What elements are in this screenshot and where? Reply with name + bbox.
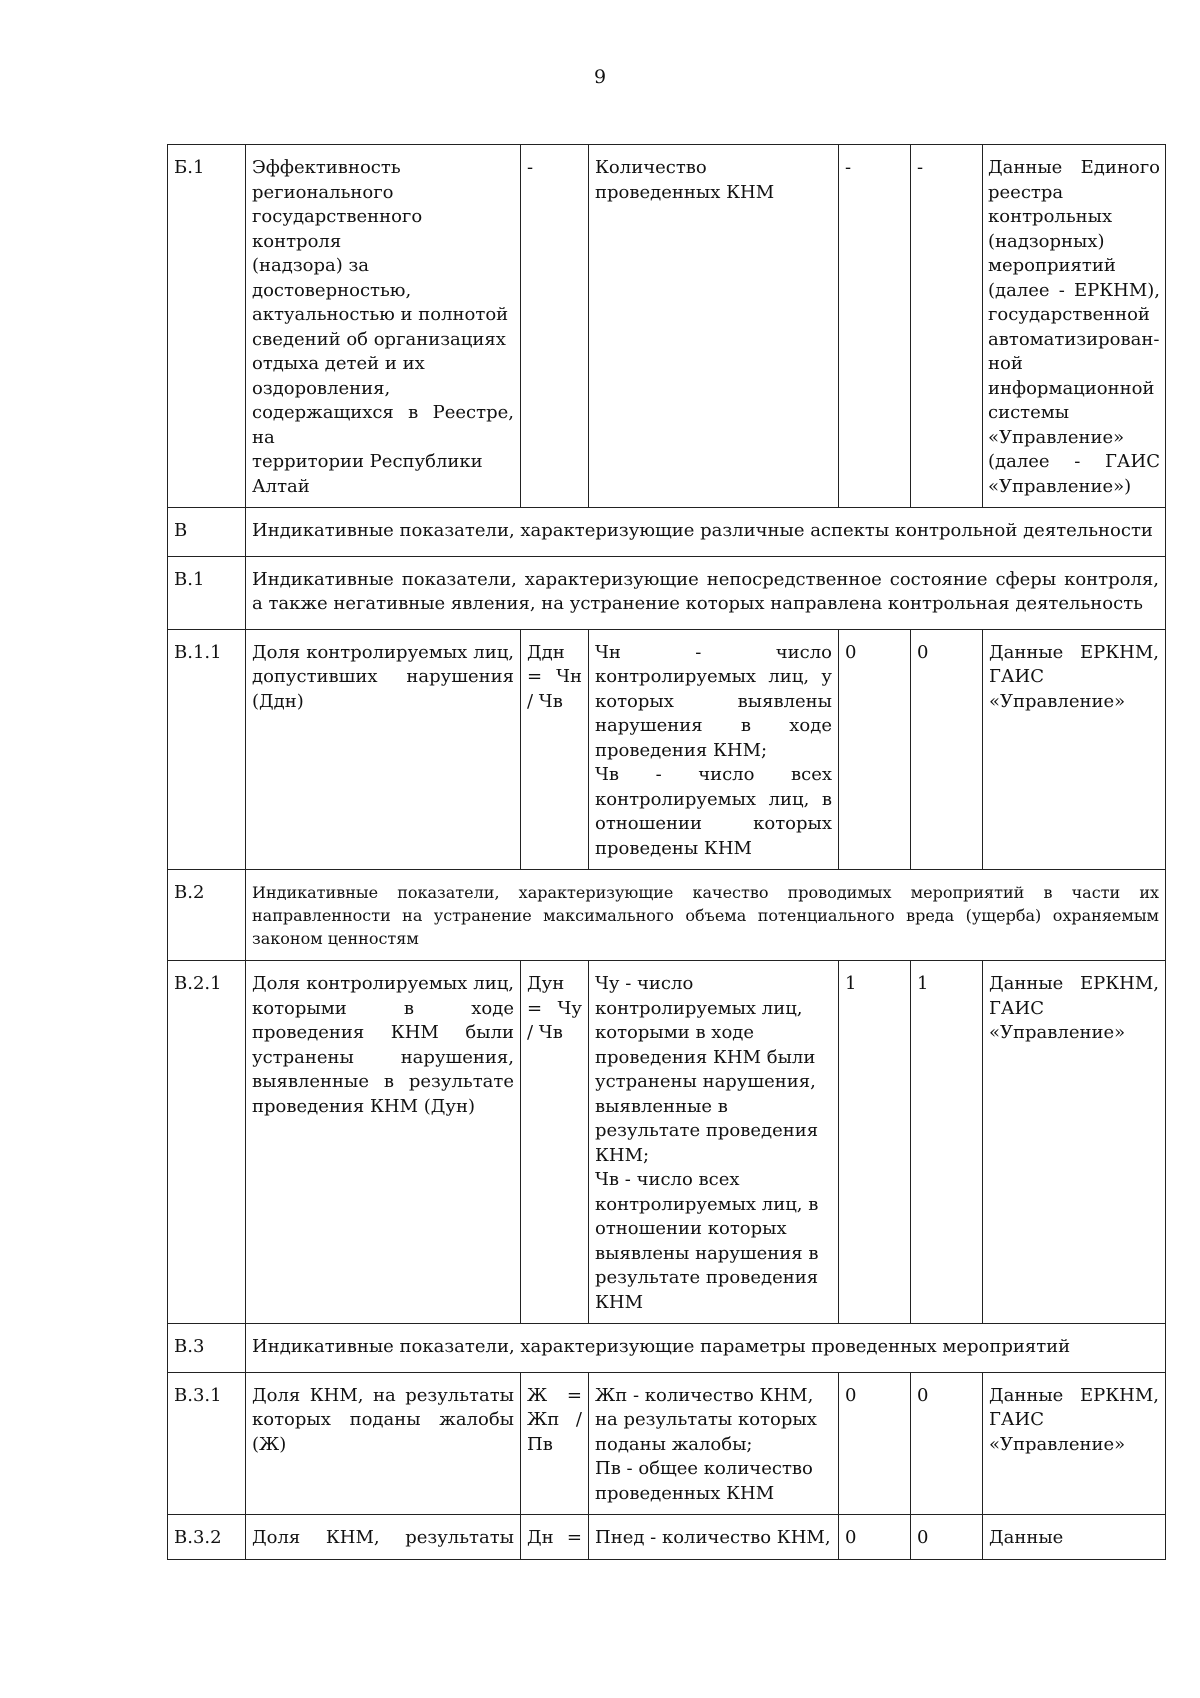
row-code: В.3 xyxy=(168,1324,246,1373)
indicator-formula: - xyxy=(521,145,589,508)
target-value-2: - xyxy=(911,145,983,508)
section-title: Индикативные показатели, характеризующие непосредственное состояние сферы контроля, а также негативные явления, на устранение которых направлена контрольная деятельность xyxy=(246,556,1166,629)
target-value-1: - xyxy=(839,145,911,508)
indicator-formula: Дн = xyxy=(521,1515,589,1560)
row-code: В.1.1 xyxy=(168,629,246,870)
indicator-name: Доля контролируемых лиц, допустивших нарушения (Ддн) xyxy=(246,629,521,870)
indicator-name: Доля КНМ, результаты xyxy=(246,1515,521,1560)
target-value-2: 0 xyxy=(911,1372,983,1515)
page-number: 9 xyxy=(593,66,607,88)
indicator-name: Эффективность регионального государственного контроля (надзора) за достоверностью, актуальностью и полнотой сведений об организациях отдыха детей и их оздоровления, содержащихся в Реестре, на территории Республики Алтай xyxy=(252,157,514,497)
indicator-name: Доля контролируемых лиц, которыми в ходе проведения КНМ были устранены нарушения, выявленные в результате проведения КНМ (Дун) xyxy=(246,961,521,1324)
target-value-2: 1 xyxy=(911,961,983,1324)
target-value-1: 0 xyxy=(839,1515,911,1560)
target-value-1: 1 xyxy=(839,961,911,1324)
data-source: Данные xyxy=(983,1515,1166,1560)
table-row xyxy=(168,961,1166,1324)
row-code: В.3.1 xyxy=(168,1372,246,1515)
indicator-definition: Чу - число контролируемых лиц, которыми в ходе проведения КНМ были устранены нарушения, выявленные в результате проведения КНМ; Чв - число всех контролируемых лиц, в отношении которых выявлены нарушения в результате проведения КНМ xyxy=(595,973,819,1313)
section-row xyxy=(168,556,1166,629)
section-row xyxy=(168,508,1166,557)
section-row xyxy=(168,1324,1166,1373)
row-code: В.2 xyxy=(168,870,246,961)
indicator-definition: Жп - количество КНМ, на результаты которых поданы жалобы; Пв - общее количество проведенных КНМ xyxy=(595,1384,817,1504)
section-title: Индикативные показатели, характеризующие различные аспекты контрольной деятельности xyxy=(246,508,1166,557)
data-source: Данные Единого реестра контрольных (надзорных) мероприятий (далее - ЕРКНМ), государственной автоматизирован-ной информационной системы «Управление» (далее - ГАИС «Управление») xyxy=(983,145,1166,508)
target-value-1: 0 xyxy=(839,629,911,870)
data-source: Данные ЕРКНМ, ГАИС «Управление» xyxy=(983,961,1166,1324)
row-code: В.1 xyxy=(168,556,246,629)
table-row xyxy=(168,1372,1166,1515)
row-code: Б.1 xyxy=(168,145,246,508)
section-title: Индикативные показатели, характеризующие качество проводимых мероприятий в части их направленности на устранение максимального объема потенциального вреда (ущерба) охраняемым законом ценностям xyxy=(246,870,1166,961)
target-value-2: 0 xyxy=(911,1515,983,1560)
indicator-definition: Количество проведенных КНМ xyxy=(595,157,775,203)
table-row xyxy=(168,145,1166,508)
indicator-formula: Ддн = Чн / Чв xyxy=(521,629,589,870)
indicator-formula: Ж = Жп / Пв xyxy=(521,1372,589,1515)
table-row xyxy=(168,1515,1166,1560)
table-row xyxy=(168,629,1166,870)
indicator-definition: Чн - число контролируемых лиц, у которых выявлены нарушения в ходе проведения КНМ; Чв - число всех контролируемых лиц, в отношении которых проведены КНМ xyxy=(595,641,832,859)
data-source: Данные ЕРКНМ, ГАИС «Управление» xyxy=(983,629,1166,870)
section-title: Индикативные показатели, характеризующие параметры проведенных мероприятий xyxy=(246,1324,1166,1373)
indicator-name: Доля КНМ, на результаты которых поданы жалобы (Ж) xyxy=(246,1372,521,1515)
data-source: Данные ЕРКНМ, ГАИС «Управление» xyxy=(983,1372,1166,1515)
row-code: В xyxy=(168,508,246,557)
row-code: В.2.1 xyxy=(168,961,246,1324)
section-row xyxy=(168,870,1166,961)
row-code: В.3.2 xyxy=(168,1515,246,1560)
indicator-formula: Дун = Чу / Чв xyxy=(521,961,589,1324)
target-value-1: 0 xyxy=(839,1372,911,1515)
target-value-2: 0 xyxy=(911,629,983,870)
indicator-definition: Пнед - количество КНМ, xyxy=(589,1515,839,1560)
indicators-table xyxy=(167,144,1166,1560)
